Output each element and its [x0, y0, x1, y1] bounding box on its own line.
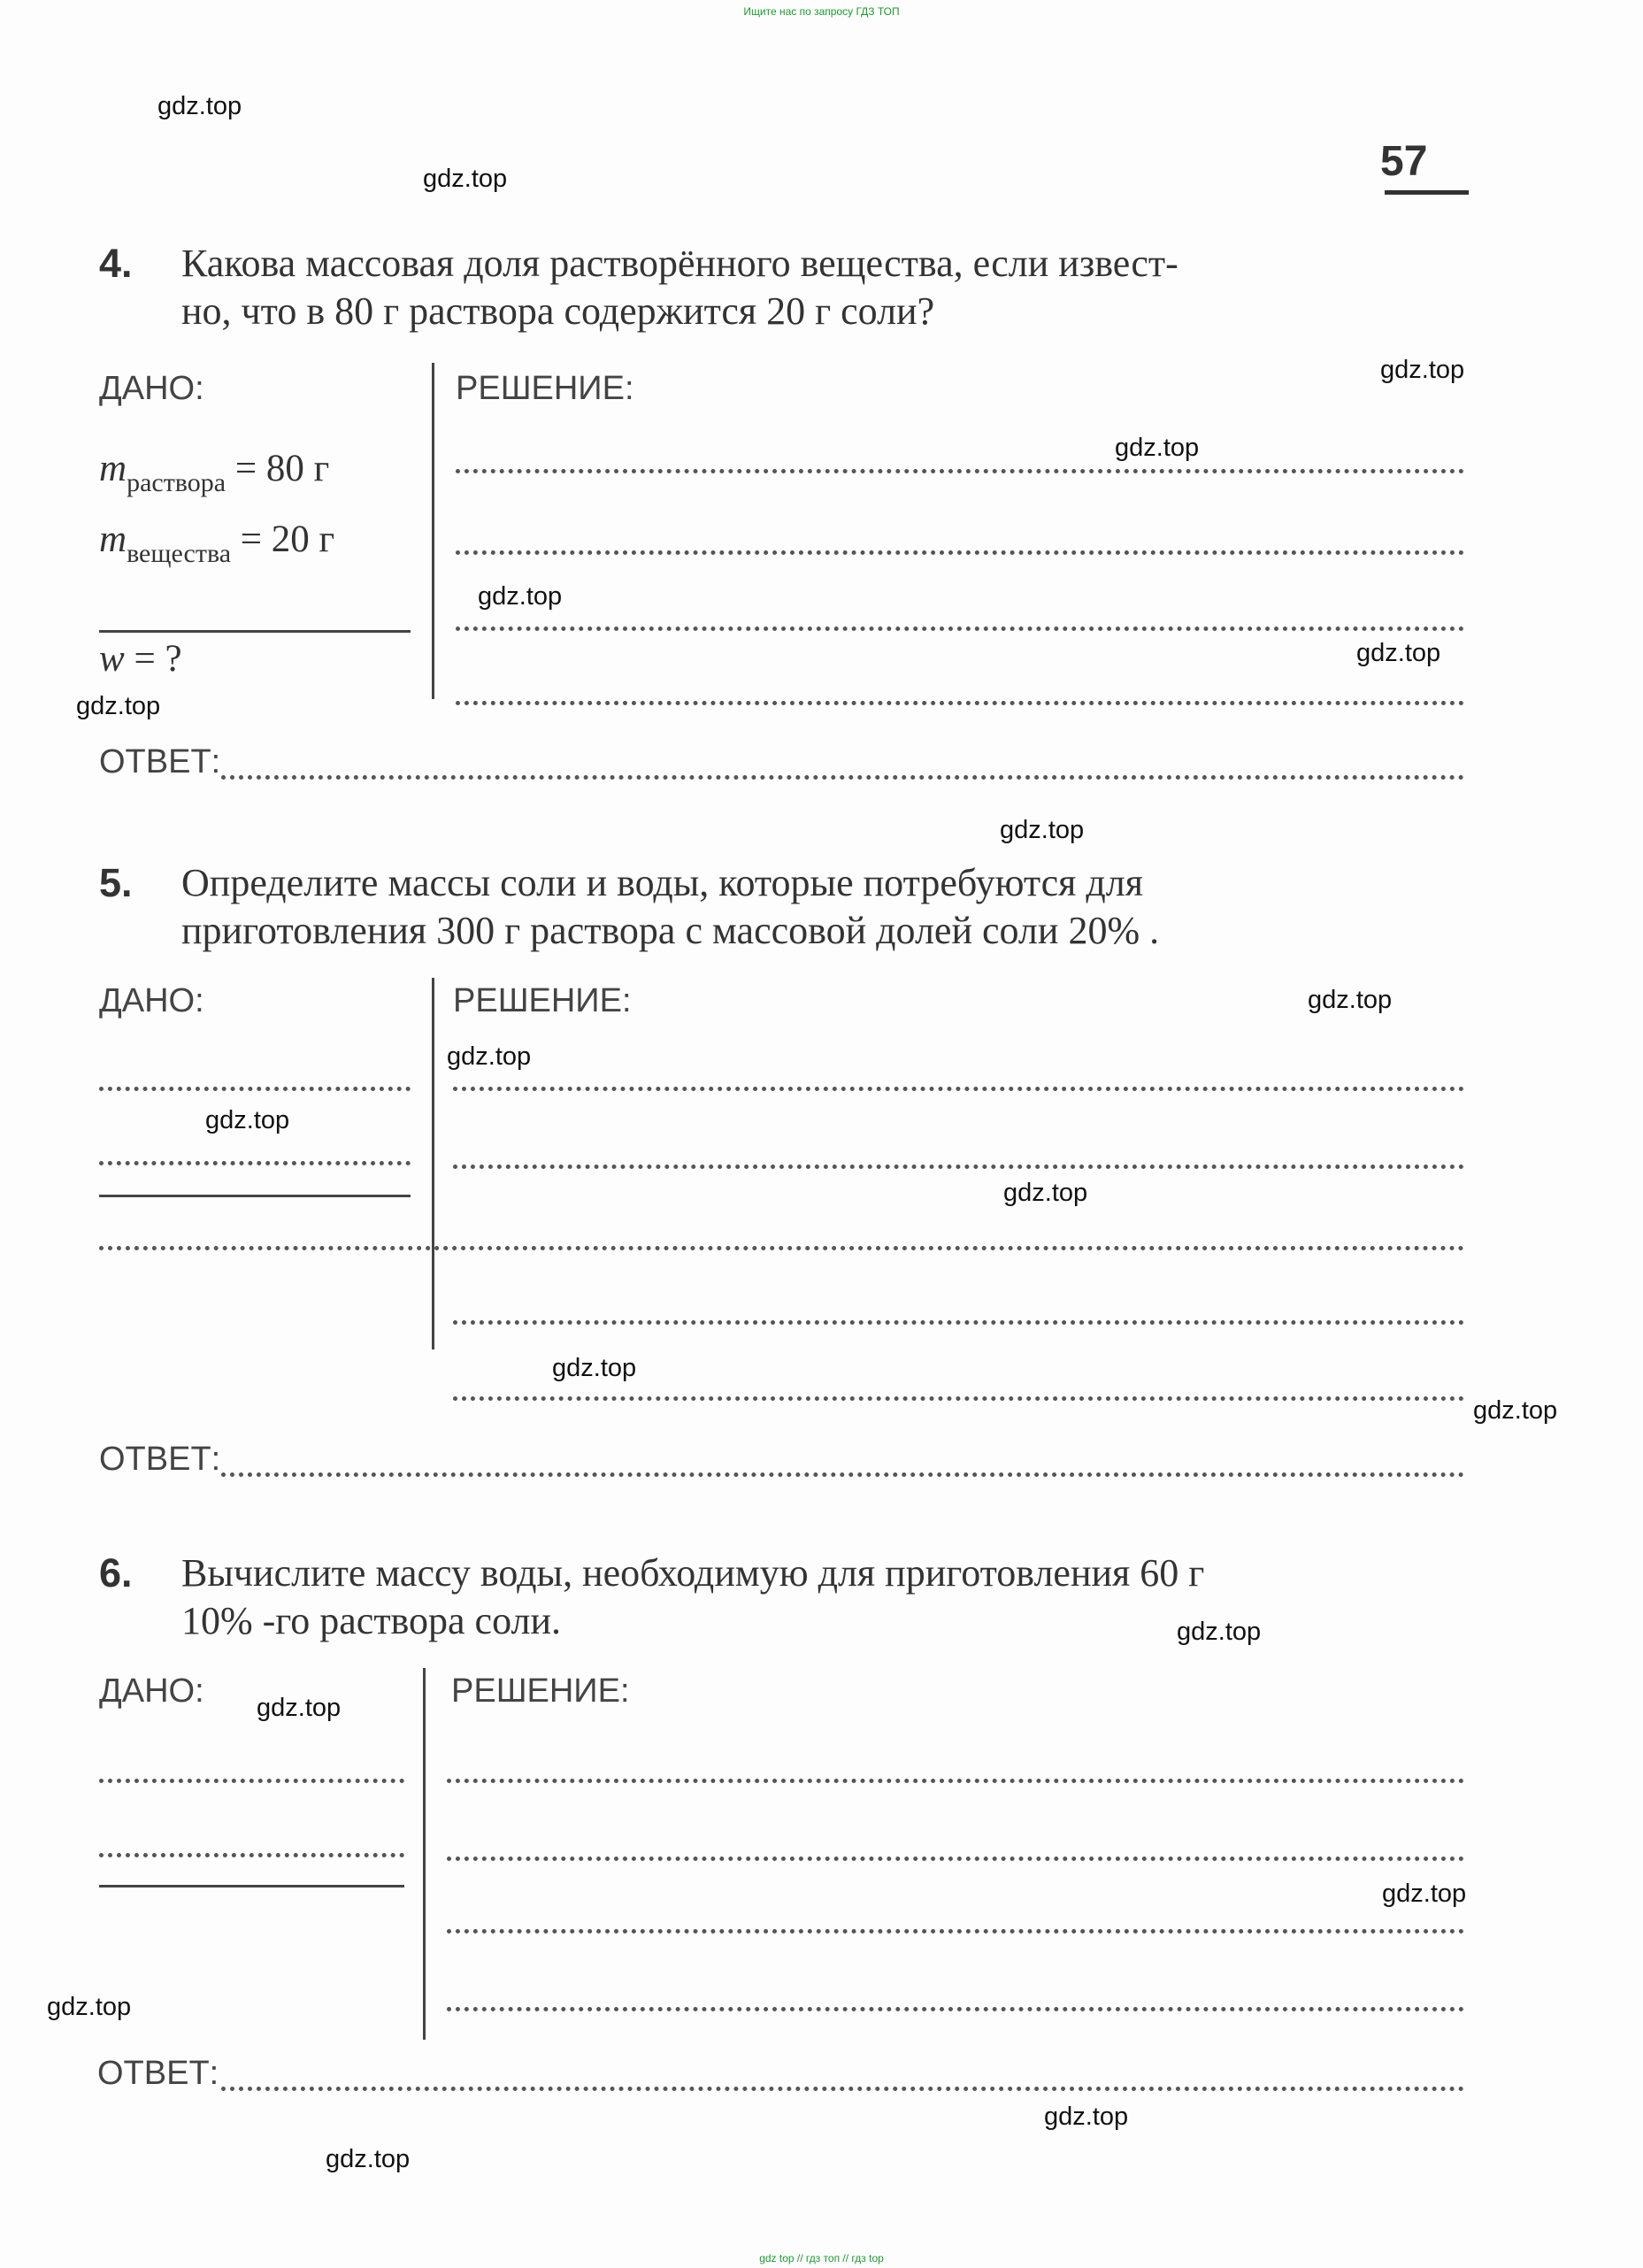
page-number: 57: [1380, 138, 1428, 185]
q6-number: 6.: [99, 1550, 133, 1595]
q5-solution-line[interactable]: [453, 1320, 1464, 1325]
q6-solution-line[interactable]: [447, 1779, 1464, 1783]
q4-solution-line[interactable]: [456, 627, 1464, 631]
watermark-text: gdz.top: [1115, 434, 1200, 462]
q5-answer-line[interactable]: [221, 1472, 1464, 1477]
q5-solution-line[interactable]: [453, 1087, 1464, 1091]
q4-find-value: = ?: [124, 638, 182, 680]
q6-otvet-label: ОТВЕТ:: [97, 2055, 219, 2092]
q6-given-line[interactable]: [99, 1853, 404, 1857]
q6-text-line1: Вычислите массу воды, необходимую для приготовления 60 г: [181, 1551, 1205, 1595]
watermark-text: gdz.top: [1380, 356, 1465, 384]
q4-given-mass-substance: [99, 518, 334, 569]
watermark-text: gdz.top: [1000, 816, 1085, 844]
watermark-text: gdz.top: [1003, 1179, 1088, 1207]
q4-dano-label: ДАНО:: [99, 370, 204, 407]
q6-given-separator: [99, 1885, 404, 1887]
q6-solution-line[interactable]: [447, 1929, 1464, 1934]
page-number-underline: [1385, 190, 1469, 195]
q4-reshenie-label: РЕШЕНИЕ:: [456, 370, 634, 407]
watermark-text: gdz.top: [1473, 1396, 1558, 1425]
q5-divider: [432, 978, 434, 1349]
q4-text-line1: Какова массовая доля растворённого вещества, если извест-: [181, 242, 1179, 285]
watermark-text: gdz.top: [1382, 1880, 1467, 1908]
q5-solution-line[interactable]: [99, 1246, 1464, 1250]
q4-solution-line[interactable]: [456, 469, 1464, 473]
q4-given2-symbol: m: [99, 519, 127, 560]
q5-given-line[interactable]: [99, 1087, 411, 1091]
q4-find: [99, 637, 182, 680]
q4-given-separator: [99, 630, 411, 633]
q4-given1-symbol: m: [99, 448, 127, 489]
watermark-text: gdz.top: [1356, 639, 1441, 667]
q5-otvet-label: ОТВЕТ:: [99, 1441, 221, 1478]
q5-solution-line[interactable]: [453, 1396, 1464, 1401]
q5-given-separator: [99, 1195, 411, 1197]
watermark-text: gdz.top: [447, 1042, 532, 1071]
q4-text-line2: но, что в 80 г раствора содержится 20 г соли?: [181, 289, 935, 333]
q4-divider: [432, 363, 434, 699]
q6-solution-line[interactable]: [447, 1857, 1464, 1861]
watermark-text: gdz.top: [1308, 986, 1393, 1014]
q4-given1-subscript: раствора: [127, 468, 226, 497]
q5-reshenie-label: РЕШЕНИЕ:: [453, 982, 632, 1019]
top-banner[interactable]: Ищите нас по запросу ГДЗ ТОП: [743, 5, 900, 18]
q5-solution-line[interactable]: [453, 1165, 1464, 1169]
watermark-text: gdz.top: [552, 1354, 637, 1382]
bottom-banner[interactable]: gdz top // гдз топ // гдз top: [759, 2252, 884, 2264]
q4-solution-line[interactable]: [456, 701, 1464, 705]
q6-divider: [423, 1668, 426, 2040]
watermark-text: gdz.top: [76, 692, 161, 720]
q4-solution-line[interactable]: [456, 550, 1464, 555]
watermark-text: gdz.top: [257, 1694, 342, 1722]
q5-number: 5.: [99, 860, 133, 905]
q4-number: 4.: [99, 241, 133, 286]
watermark-text: gdz.top: [1177, 1618, 1262, 1646]
q5-text-line2: приготовления 300 г раствора с массовой долей соли 20% .: [181, 909, 1160, 952]
watermark-text: gdz.top: [47, 1993, 132, 2021]
q6-solution-line[interactable]: [447, 2007, 1464, 2011]
q5-given-line[interactable]: [99, 1161, 411, 1165]
q4-answer-line[interactable]: [221, 775, 1464, 780]
q6-text-line2: 10% -го раствора соли.: [181, 1599, 561, 1642]
q6-dano-label: ДАНО:: [99, 1672, 204, 1710]
q4-given-mass-solution: [99, 447, 329, 498]
watermark-text: gdz.top: [326, 2145, 411, 2173]
q5-dano-label: ДАНО:: [99, 982, 204, 1019]
q4-otvet-label: ОТВЕТ:: [99, 743, 221, 780]
q6-given-line[interactable]: [99, 1779, 404, 1783]
q6-reshenie-label: РЕШЕНИЕ:: [451, 1672, 630, 1710]
q5-text-line1: Определите массы соли и воды, которые потребуются для: [181, 861, 1143, 904]
watermark-text: gdz.top: [478, 582, 563, 611]
q4-find-symbol: w: [99, 638, 125, 680]
watermark-text: gdz.top: [1044, 2103, 1129, 2131]
q4-given1-value: = 80 г: [226, 448, 330, 489]
watermark-text: gdz.top: [157, 92, 242, 120]
watermark-text: gdz.top: [423, 165, 508, 193]
q4-given2-subscript: вещества: [127, 539, 232, 568]
q4-given2-value: = 20 г: [231, 519, 335, 560]
q6-answer-line[interactable]: [221, 2087, 1464, 2091]
watermark-text: gdz.top: [205, 1106, 290, 1134]
